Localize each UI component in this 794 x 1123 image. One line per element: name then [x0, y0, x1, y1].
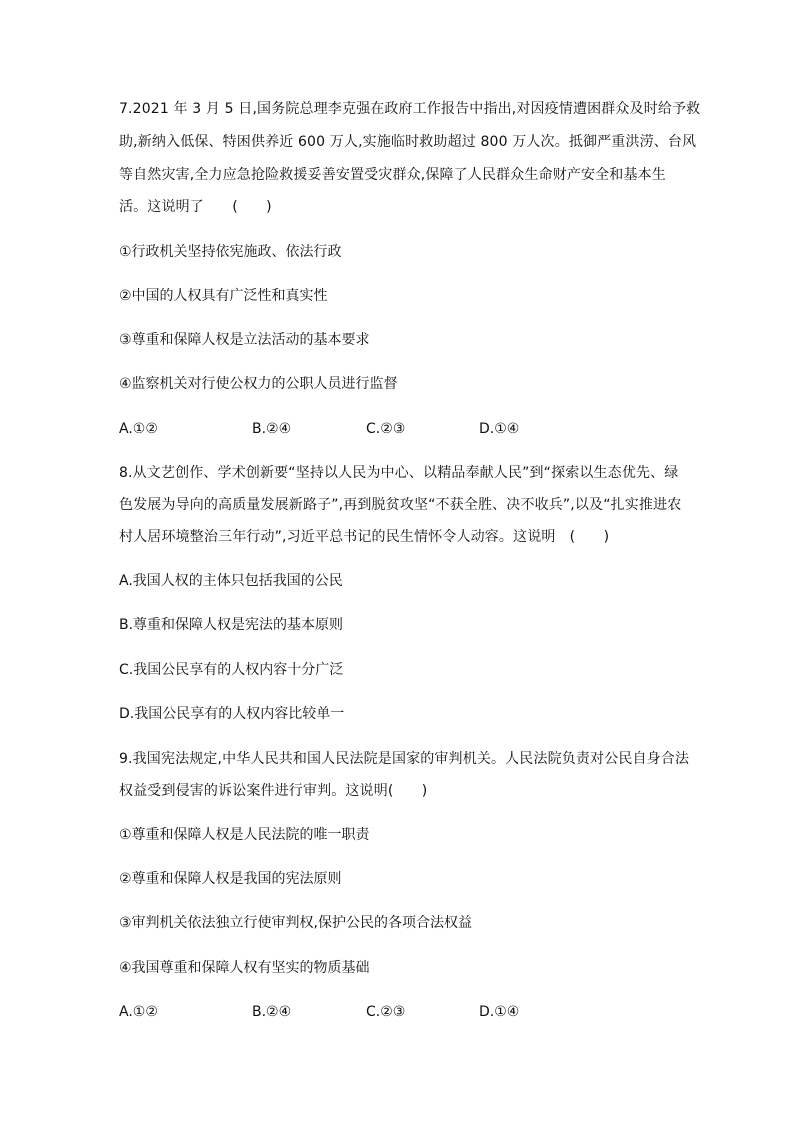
answer-choice-d: D.①④ — [479, 1004, 520, 1020]
question-stem-line: 9.我国宪法规定,中华人民共和国人民法院是国家的审判机关。人民法院负责对公民自身合法 — [119, 751, 690, 767]
answer-option-c: C.我国公民享有的人权内容十分广泛 — [119, 662, 344, 678]
question-stem-line: 等自然灾害,全力应急抢险救援妥善安置受灾群众,保障了人民群众生命财产安全和基本生 — [119, 167, 666, 183]
answer-choice-c: C.②③ — [366, 1004, 406, 1020]
question-stem-line: 色发展为导向的高质量发展新路子”,再到脱贫攻坚“不获全胜、决不收兵”,以及“扎实推进农 — [119, 497, 682, 513]
question-stem-line: 活。这说明了 ( ) — [119, 199, 272, 215]
statement-option: ③尊重和保障人权是立法活动的基本要求 — [119, 332, 370, 348]
answer-choice-b: B.②④ — [252, 421, 292, 437]
statement-option: ②中国的人权具有广泛性和真实性 — [119, 288, 328, 304]
question-stem-line: 村人居环境整治三年行动”,习近平总书记的民生情怀令人动容。这说明 ( ) — [119, 529, 610, 545]
answer-choice-b: B.②④ — [252, 1004, 292, 1020]
statement-option: ④监察机关对行使公权力的公职人员进行监督 — [119, 376, 398, 392]
statement-option: ①行政机关坚持依宪施政、依法行政 — [119, 244, 342, 260]
answer-choice-c: C.②③ — [366, 421, 406, 437]
statement-option: ①尊重和保障人权是人民法院的唯一职责 — [119, 827, 370, 843]
answer-choice-a: A.①② — [119, 421, 158, 437]
statement-option: ③审判机关依法独立行使审判权,保护公民的各项合法权益 — [119, 915, 472, 931]
question-stem-line: 7.2021 年 3 月 5 日,国务院总理李克强在政府工作报告中指出,对因疫情遭困群众及时给予救 — [119, 101, 701, 117]
question-stem-line: 8.从文艺创作、学术创新要“坚持以人民为中心、以精品奉献人民”到“探索以生态优先、绿 — [119, 465, 679, 481]
question-stem-line: 权益受到侵害的诉讼案件进行审判。这说明( ) — [119, 783, 428, 799]
answer-option-d: D.我国公民享有的人权内容比较单一 — [119, 706, 345, 722]
answer-choices — [119, 419, 679, 439]
answer-option-b: B.尊重和保障人权是宪法的基本原则 — [119, 617, 344, 633]
statement-option: ②尊重和保障人权是我国的宪法原则 — [119, 871, 342, 887]
answer-choice-a: A.①② — [119, 1004, 158, 1020]
answer-choices — [119, 1002, 679, 1022]
statement-option: ④我国尊重和保障人权有坚实的物质基础 — [119, 960, 370, 976]
answer-choice-d: D.①④ — [479, 421, 520, 437]
question-stem-line: 助,新纳入低保、特困供养近 600 万人,实施临时救助超过 800 万人次。抵御严重洪涝、台风 — [119, 134, 697, 150]
answer-option-a: A.我国人权的主体只包括我国的公民 — [119, 573, 343, 589]
